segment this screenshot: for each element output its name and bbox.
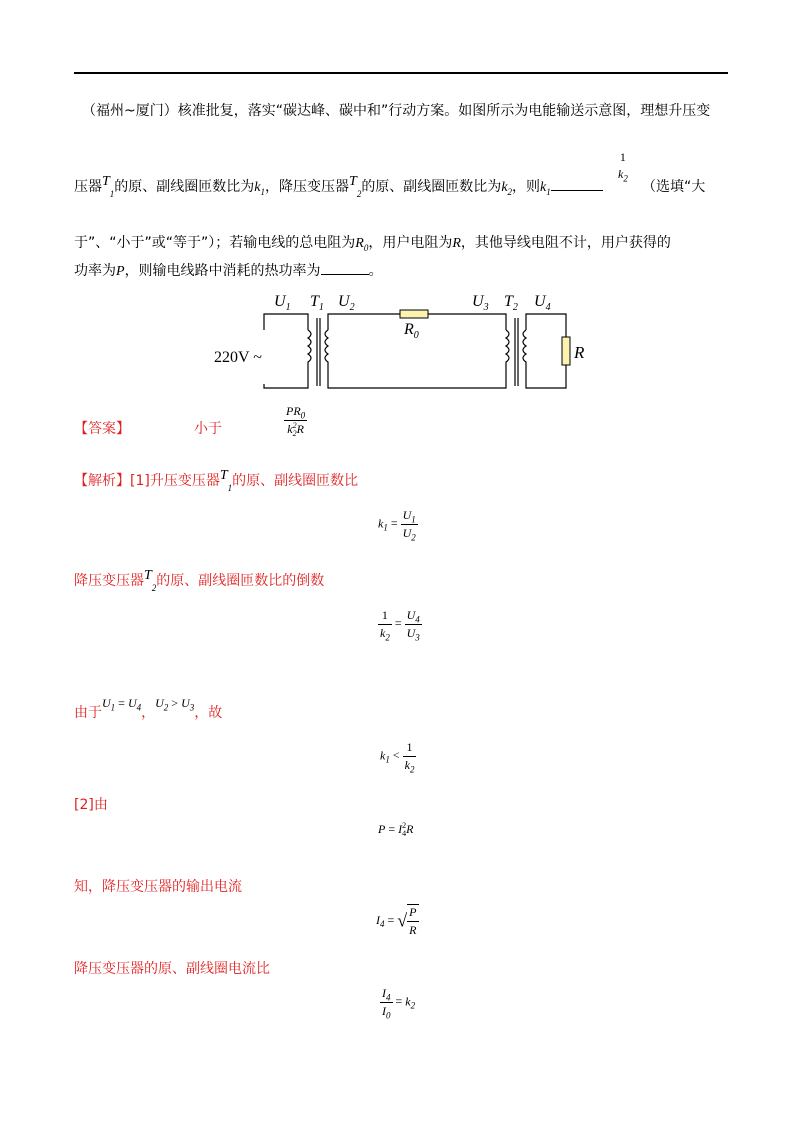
label-t2: $T_2$ (504, 293, 518, 313)
text: ， (141, 705, 156, 721)
source-wire-bottom (264, 368, 308, 388)
text: 由于 (74, 705, 102, 721)
source-label: 220V ~ (214, 349, 262, 366)
question-line-2-tail: （选填“大 (642, 179, 706, 195)
analysis-line-1 (74, 468, 359, 493)
text: ，则输电线路中消耗的热功率为 (124, 263, 321, 279)
analysis-line-6: 降压变压器的原、副线圈电流比 (74, 961, 270, 977)
t1-primary-coil (308, 330, 311, 368)
label-r: R (574, 343, 585, 362)
answer-label: 【答案】 (74, 421, 130, 437)
label-u3: $U_3$ (472, 293, 489, 313)
text: 的原、副线圈匝数比为 (361, 179, 502, 195)
question-line-3 (74, 232, 671, 252)
t2-secondary-coil (523, 330, 526, 368)
question-line-2 (74, 174, 603, 199)
label-u2: $U_2$ (338, 293, 355, 313)
equation-6: $\frac{I_4}{I_0}$ = $k_2$ (382, 986, 416, 1021)
text: ，降压变压器 (265, 179, 350, 195)
text: 压器 (74, 179, 102, 195)
label-u1: $U_1$ (274, 293, 291, 313)
label-u4: $U_4$ (534, 293, 551, 313)
text: [1]升压变压器 (130, 473, 220, 489)
var-k1: $k_1$ (254, 180, 266, 197)
resistor-r0 (400, 310, 428, 318)
text: ，用户电阻为 (368, 235, 453, 251)
analysis-line-4: [2]由 (74, 797, 108, 813)
sqrt-sign-icon: √ (397, 910, 408, 931)
analysis-line-5: 知，降压变压器的输出电流 (74, 879, 242, 895)
line-bottom (328, 368, 506, 388)
line-top-left (328, 314, 400, 330)
text: 于”、“小于”或“等于”）；若输电线的总电阻为 (74, 235, 356, 251)
var-k1-compare: $k_1$ (540, 180, 551, 197)
var-r: R (452, 236, 461, 251)
equation-5: $I_4$ = √ $\frac{P}{R}$ (376, 905, 417, 937)
text: 的原、副线圈匝数比为 (114, 179, 255, 195)
line-top-right (428, 314, 506, 330)
circuit-diagram (200, 284, 600, 400)
load-wire-top (526, 314, 566, 337)
answer-blank-2 (321, 262, 369, 275)
t1-secondary-coil (325, 330, 328, 368)
circuit-wires (264, 314, 566, 388)
text: ，其他导线电阻不计，用户获得的 (460, 235, 671, 251)
analysis-label: 【解析】 (74, 473, 130, 489)
var-t2: $T_2$ (349, 174, 362, 199)
fraction-1-over-k2: 1 $k_2$ (618, 150, 628, 184)
text: 。 (368, 263, 383, 279)
analysis-line-3 (74, 696, 223, 722)
var-t1: $T_1$ (219, 468, 233, 493)
var-r0: $R_0$ (355, 236, 369, 253)
source-wire-top (264, 314, 308, 330)
text: 降压变压器 (74, 573, 144, 589)
text: ，则 (512, 179, 541, 195)
resistor-r (562, 337, 570, 365)
question-line-1 (82, 100, 710, 120)
equation-3: $k_1$ < $\frac{1}{k_2}$ (380, 740, 415, 775)
label-t1: $T_1$ (310, 293, 324, 313)
t2-primary-coil (506, 330, 509, 368)
inequality-u2-u3: $U_2 > U_3$ (155, 696, 195, 713)
text: 的原、副线圈匝数比 (232, 473, 359, 489)
equation-2: $\frac{1}{k_2}$ = $\frac{U_4}{U_3}$ (380, 608, 420, 643)
header-rule (74, 72, 728, 74)
load-wire-bottom (526, 365, 566, 388)
text: ，故 (194, 705, 223, 721)
var-t2: $T_2$ (144, 568, 157, 593)
var-t1: $T_1$ (102, 174, 115, 199)
text: 功率为 (74, 263, 116, 279)
question-text: （福州~厦门）核准批复，落实“碳达峰、碳中和”行动方案。如图所示为电能输送示意图，理想升压变 (82, 103, 711, 119)
question-line-4 (74, 260, 383, 280)
equation-1: $k_1$ = $\frac{U_1}{U_2}$ (378, 508, 416, 543)
answer-blank-1 (551, 178, 603, 191)
label-r0: $R_0$ (404, 321, 419, 341)
var-p: P (116, 264, 125, 279)
var-k2: $k_2$ (501, 180, 513, 197)
analysis-line-2 (74, 568, 325, 593)
answer-blank-2-fraction: $PR_0$ k 2 2 R (286, 404, 306, 439)
text: 的原、副线圈匝数比的倒数 (156, 573, 325, 589)
inequality-u1-u4: $U_1 = U_4$ (102, 696, 142, 713)
equation-4: P = I 2 4 R (378, 821, 414, 839)
answer-blank-1-value: 小于 (194, 421, 222, 437)
